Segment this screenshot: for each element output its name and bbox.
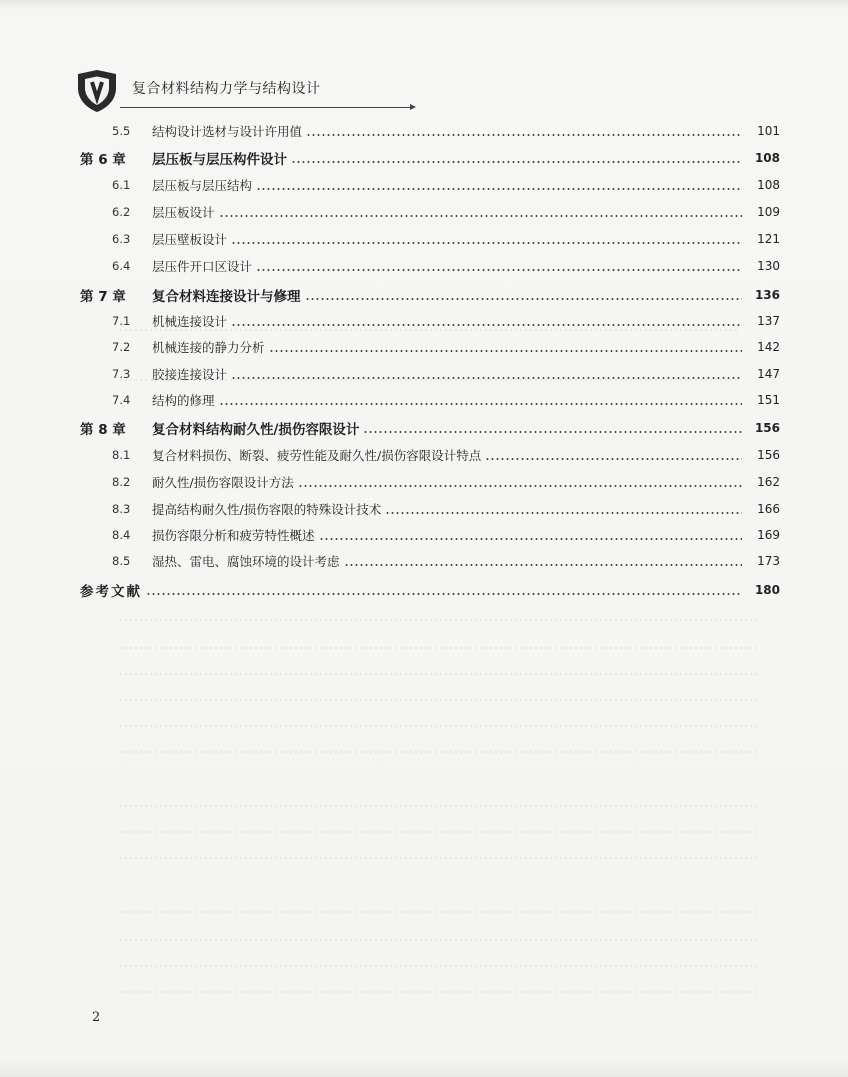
- book-title: 复合材料结构力学与结构设计: [132, 81, 321, 97]
- toc-page-number: 108: [757, 178, 780, 192]
- toc-entry-number: 7.3: [112, 367, 131, 381]
- toc-page-number: 130: [757, 259, 780, 273]
- toc-entry-number: 第 8 章: [80, 422, 126, 438]
- toc-dot-leader: [485, 444, 742, 466]
- toc-entry-number: 8.2: [112, 475, 131, 489]
- toc-entry-title: 层压板设计: [152, 205, 215, 220]
- toc-section-row[interactable]: [0, 174, 780, 196]
- toc-page-number: 109: [757, 205, 780, 219]
- toc-entry-title: 损伤容限分析和疲劳特性概述: [152, 528, 315, 543]
- toc-dot-leader: [231, 228, 742, 250]
- toc-section-row[interactable]: [0, 228, 780, 250]
- toc-dot-leader: [344, 550, 742, 572]
- page-number: 2: [92, 1010, 101, 1025]
- toc-entry-number: 6.3: [112, 232, 131, 246]
- toc-section-row[interactable]: [0, 498, 780, 520]
- toc-entry-number: 5.5: [112, 124, 131, 138]
- toc-references-row[interactable]: [0, 579, 780, 601]
- toc-dot-leader: [219, 389, 742, 411]
- toc-page-number: 136: [754, 288, 780, 302]
- toc-entry-title: 提高结构耐久性/损伤容限的特殊设计技术: [152, 502, 382, 517]
- toc-entry-number: 6.1: [112, 178, 131, 192]
- toc-entry-title: 机械连接设计: [152, 314, 228, 329]
- toc-dot-leader: [385, 498, 742, 520]
- toc-page-number: 156: [754, 421, 780, 435]
- toc-entry-number: 8.1: [112, 448, 131, 462]
- toc-entry-title: 胶接连接设计: [152, 367, 228, 382]
- toc-dot-leader: [256, 174, 742, 196]
- toc-entry-number: 第 7 章: [80, 289, 126, 305]
- toc-section-row[interactable]: [0, 471, 780, 493]
- header-rule: [120, 107, 412, 108]
- toc-page-number: 142: [757, 340, 780, 354]
- toc-dot-leader: [298, 471, 742, 493]
- toc-entry-number: 第 6 章: [80, 152, 126, 168]
- toc-entry-title: 层压壁板设计: [152, 232, 228, 247]
- toc-entry-title: 层压板与层压构件设计: [152, 152, 287, 168]
- toc-dot-leader: [305, 284, 743, 306]
- toc-page-number: 169: [757, 528, 780, 542]
- toc-entry-number: 8.5: [112, 554, 131, 568]
- toc-entry-number: 6.4: [112, 259, 131, 273]
- toc-section-row[interactable]: [0, 255, 780, 277]
- toc-page-number: 151: [757, 393, 780, 407]
- toc-entry-number: 7.2: [112, 340, 131, 354]
- toc-chapter-row[interactable]: [0, 147, 780, 169]
- toc-entry-title: 层压板与层压结构: [152, 178, 253, 193]
- toc-entry-title: 复合材料连接设计与修理: [152, 289, 301, 305]
- toc-section-row[interactable]: [0, 201, 780, 223]
- toc-entry-title: 层压件开口区设计: [152, 259, 253, 274]
- toc-page-number: 108: [754, 151, 780, 165]
- toc-entry-number: 7.4: [112, 393, 131, 407]
- toc-entry-title: 复合材料结构耐久性/损伤容限设计: [152, 422, 360, 438]
- toc-entry-title: 结构的修理: [152, 393, 215, 408]
- toc-entry-number: 8.3: [112, 502, 131, 516]
- running-header: [74, 68, 419, 116]
- toc-section-row[interactable]: [0, 363, 780, 385]
- toc-entry-title: 耐久性/损伤容限设计方法: [152, 475, 294, 490]
- toc-dot-leader: [306, 120, 742, 142]
- toc-entry-title: 结构设计选材与设计许用值: [152, 124, 303, 139]
- toc-dot-leader: [363, 417, 742, 439]
- toc-dot-leader: [146, 579, 742, 601]
- toc-page-number: 173: [757, 554, 780, 568]
- toc-entry-title: 湿热、雷电、腐蚀环境的设计考虑: [152, 554, 340, 569]
- toc-dot-leader: [231, 310, 742, 332]
- toc-section-row[interactable]: [0, 444, 780, 466]
- toc-page-number: 121: [757, 232, 780, 246]
- toc-dot-leader: [319, 524, 742, 546]
- toc-entry-number: 6.2: [112, 205, 131, 219]
- toc-page-number: 162: [757, 475, 780, 489]
- toc-page-number: 156: [757, 448, 780, 462]
- toc-dot-leader: [269, 336, 742, 358]
- toc-section-row[interactable]: [0, 550, 780, 572]
- toc-chapter-row[interactable]: [0, 417, 780, 439]
- toc-dot-leader: [231, 363, 742, 385]
- toc-dot-leader: [291, 147, 742, 169]
- toc-entry-number: 8.4: [112, 528, 131, 542]
- toc-chapter-row[interactable]: [0, 284, 780, 306]
- toc-page-number: 180: [754, 583, 780, 597]
- toc-entry-title: 机械连接的静力分析: [152, 340, 265, 355]
- toc-entry-title: 复合材料损伤、断裂、疲劳性能及耐久性/损伤容限设计特点: [152, 448, 482, 463]
- shield-logo-icon: [74, 68, 120, 114]
- toc-dot-leader: [256, 255, 742, 277]
- toc-entry-number: 7.1: [112, 314, 131, 328]
- toc-section-row[interactable]: [0, 310, 780, 332]
- toc-section-row[interactable]: [0, 120, 780, 142]
- toc-page-number: 137: [757, 314, 780, 328]
- toc-entry-title: 参考文献: [80, 584, 142, 600]
- toc-section-row[interactable]: [0, 389, 780, 411]
- toc-section-row[interactable]: [0, 336, 780, 358]
- toc-section-row[interactable]: [0, 524, 780, 546]
- toc-page-number: 147: [757, 367, 780, 381]
- toc-page-number: 101: [757, 124, 780, 138]
- toc-page-number: 166: [757, 502, 780, 516]
- toc-dot-leader: [219, 201, 742, 223]
